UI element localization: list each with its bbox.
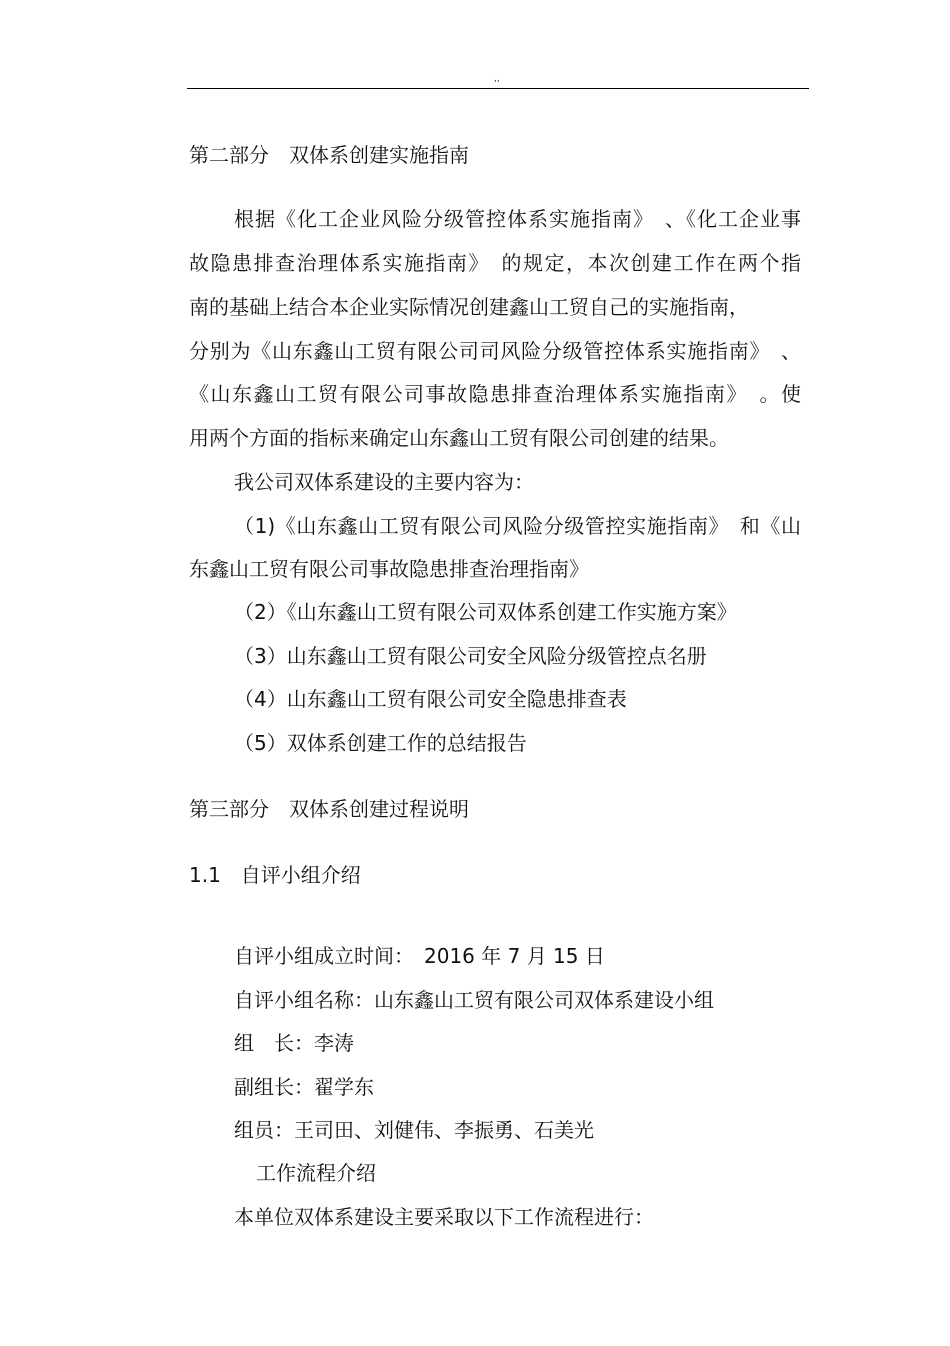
group-members: 组员：王司田、刘健伟、李振勇、石美光: [234, 1118, 594, 1142]
deputy-leader: 副组长：翟学东: [234, 1075, 374, 1099]
section-heading: 1.1 自评小组介绍: [189, 863, 361, 887]
paragraph-line: 用两个方面的指标来确定山东鑫山工贸有限公司创建的结果。: [189, 426, 729, 450]
list-item: （2）《山东鑫山工贸有限公司双体系创建工作实施方案》: [234, 600, 737, 624]
part2-heading: 第二部分 双体系创建实施指南: [189, 143, 469, 167]
header-mark: ,,: [494, 74, 500, 84]
workflow-title: 工作流程介绍: [256, 1161, 376, 1185]
part3-heading: 第三部分 双体系创建过程说明: [189, 797, 469, 821]
group-name: 自评小组名称：山东鑫山工贸有限公司双体系建设小组: [234, 988, 714, 1012]
paragraph-line: 分别为《山东鑫山工贸有限公司司风险分级管控体系实施指南》 、: [189, 339, 801, 363]
content-intro: 我公司双体系建设的主要内容为：: [234, 470, 534, 494]
paragraph-line: 《山东鑫山工贸有限公司事故隐患排查治理体系实施指南》 。使: [189, 382, 801, 406]
header-rule: [187, 88, 809, 89]
list-item: （5）双体系创建工作的总结报告: [234, 731, 527, 755]
group-established-time: 自评小组成立时间： 2016 年 7 月 15 日: [234, 944, 605, 968]
list-item: （1)《山东鑫山工贸有限公司风险分级管控实施指南》 和《山: [234, 514, 801, 538]
paragraph-line: 根据《化工企业风险分级管控体系实施指南》 、《化工企业事: [234, 207, 801, 231]
list-item: （3）山东鑫山工贸有限公司安全风险分级管控点名册: [234, 644, 707, 668]
workflow-intro: 本单位双体系建设主要采取以下工作流程进行：: [234, 1205, 654, 1229]
group-leader: 组 长：李涛: [234, 1031, 354, 1055]
paragraph-line: 故隐患排查治理体系实施指南》 的规定，本次创建工作在两个指: [189, 251, 801, 275]
list-item-continuation: 东鑫山工贸有限公司事故隐患排查治理指南》: [189, 557, 589, 581]
list-item: （4）山东鑫山工贸有限公司安全隐患排查表: [234, 687, 627, 711]
paragraph-line: 南的基础上结合本企业实际情况创建鑫山工贸自己的实施指南，: [189, 295, 749, 319]
